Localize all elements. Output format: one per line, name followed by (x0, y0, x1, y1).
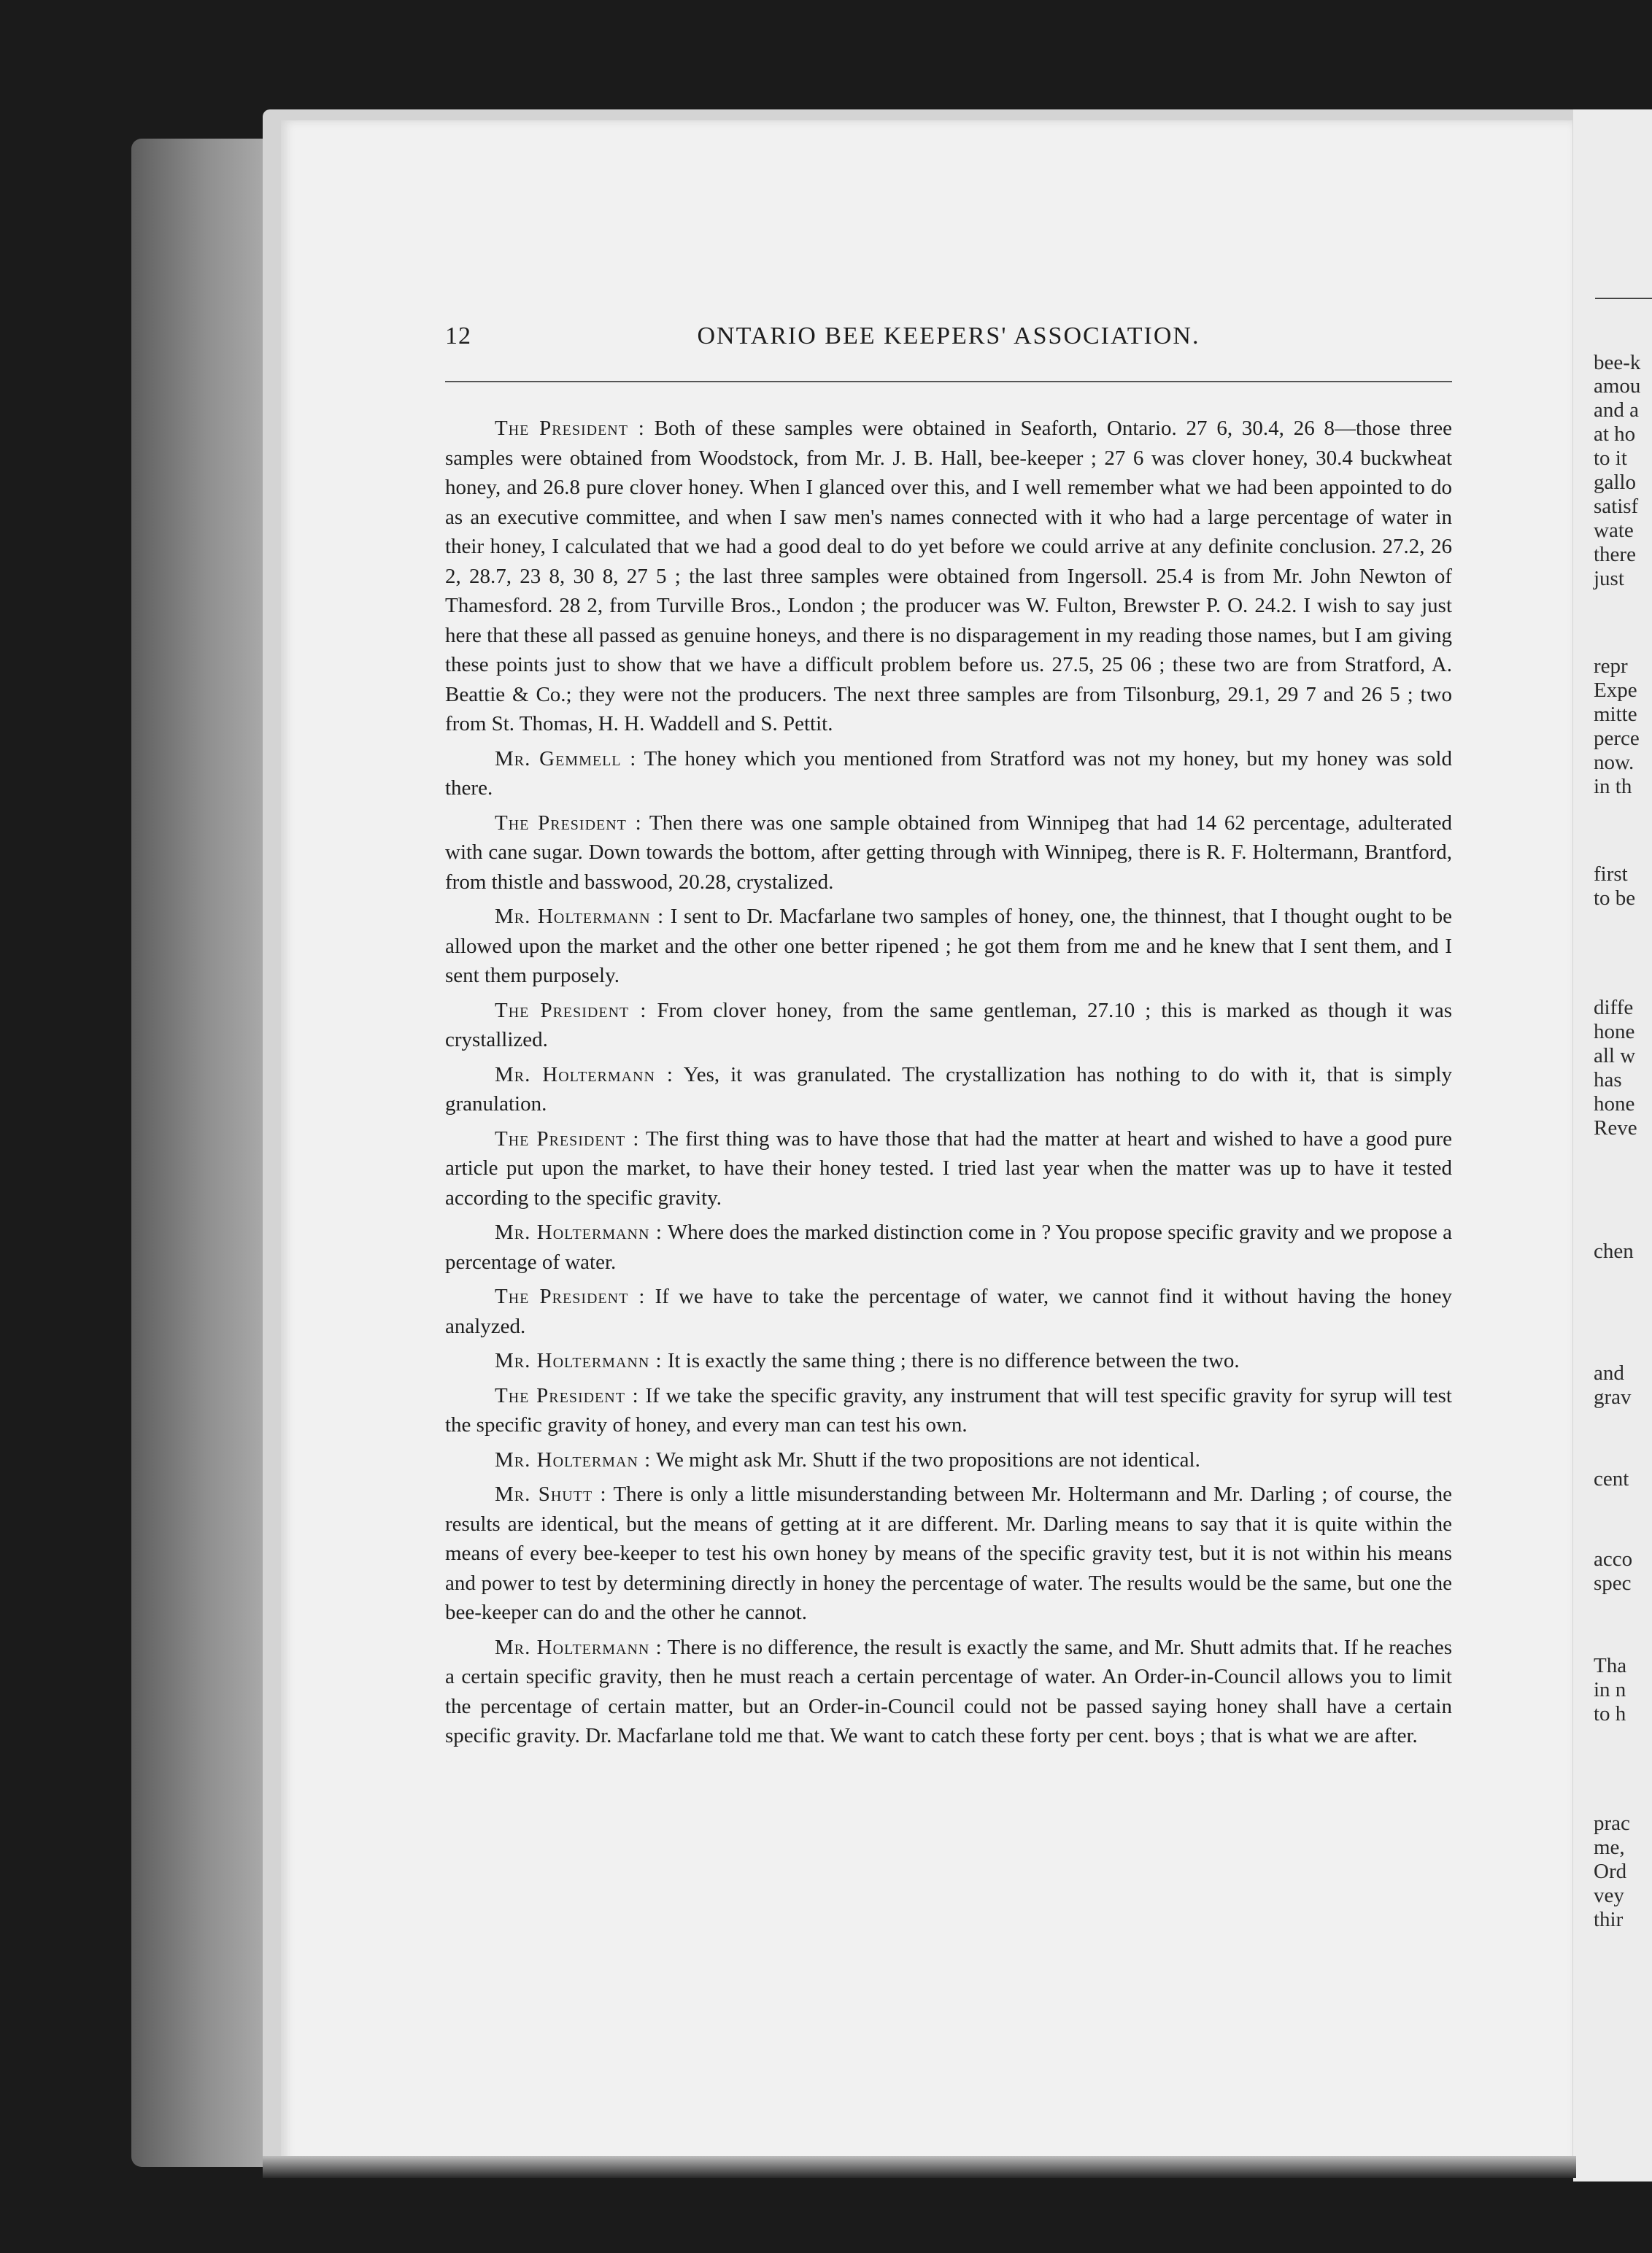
paragraph (445, 1381, 1452, 1440)
facing-page-word-fragment: in th (1594, 775, 1632, 798)
facing-page-word-fragment: vey (1594, 1884, 1624, 1907)
paragraph (445, 414, 1452, 739)
facing-page-word-fragment: there (1594, 543, 1636, 566)
facing-page-word-fragment: hone (1594, 1020, 1635, 1043)
facing-page-word-fragment: Tha (1594, 1654, 1627, 1677)
paragraph (445, 1346, 1452, 1376)
paragraph (445, 1445, 1452, 1475)
facing-page-fragment (1573, 109, 1652, 2181)
paragraph-text: The first thing was to have those that had the matter at heart and wished to have a good pure article put upon the market, to have their honey tested. I tried last year when the matter was up to have it tested according to the specific gravity. (445, 1126, 1452, 1210)
facing-page-word-fragment: grav (1594, 1386, 1632, 1409)
paragraph-text: It is exactly the same thing ; there is no difference between the two. (667, 1349, 1240, 1372)
facing-page-word-fragment: in n (1594, 1678, 1626, 1701)
speaker-name: Mr. Holtermann : (495, 1221, 663, 1244)
paragraph-text: If we have to take the percentage of water, we cannot find it without having the honey analyzed. (445, 1285, 1452, 1338)
speaker-name: Mr. Holtermann : (495, 1635, 663, 1659)
facing-page-word-fragment: just (1594, 567, 1624, 590)
speaker-name: Mr. Holtermann : (495, 1062, 673, 1086)
speaker-name: Mr. Gemmell : (495, 746, 637, 770)
paragraph-text: If we take the specific gravity, any instrument that will test specific gravity for syrup will test the specific gravity of honey, and every man can test his own. (445, 1383, 1452, 1437)
facing-page-word-fragment: Ord (1594, 1860, 1627, 1883)
paragraph-text: I sent to Dr. Macfarlane two samples of honey, one, the thinnest, that I thought ought to be allowed upon the market and the other one better ripened ; he got them from me and he knew that I sent them, and I sent them purposely. (445, 905, 1453, 987)
paragraph-text: Both of these samples were obtained in Seaforth, Ontario. 27 6, 30.4, 26 8—those three samples were obtained from Woodstock, from Mr. J. B. Hall, bee-keeper ; 27 6 was clover honey, 30.4 buckwheat honey, and 26.8 pure clover honey. When I glanced over this, and I well remember what we had been appointed to do as an executive committee, and when I saw men's names connected with it who had a large percentage of water in their honey, I calculated that we had a good deal to do yet before we could arrive at any definite conclusion. 27.2, 26 2, 28.7, 23 8, 30 8, 27 5 ; the last three samples were obtained from Ingersoll. 25.4 is from Mr. John Newton of Thamesford. 28 2, from Turville Bros., London ; the producer was W. Fulton, Brewster P. O. 24.2. I wish to say just here that these all passed as genuine honeys, and there is no disparagement in my reading those names, but I am giving these points just to show that we have a difficult problem before us. 27.5, 25 06 ; these two are from Stratford, A. Beattie & Co.; they were not the producers. The next three samples are from Tilsonburg, 29.1, 29 7 and 26 5 ; two from St. Thomas, H. H. Waddell and S. Pettit. (445, 417, 1452, 735)
running-title: ONTARIO BEE KEEPERS' ASSOCIATION. (697, 322, 1200, 349)
paragraph (445, 1060, 1452, 1119)
paragraph (445, 808, 1452, 897)
facing-page-word-fragment: at ho (1594, 422, 1636, 446)
facing-page-word-fragment: gallo (1594, 471, 1636, 494)
paragraph-text: There is only a little misunderstanding between Mr. Holtermann and Mr. Darling ; of course, the results are identical, but the means of getting at it are different. Mr. Darling means to say that it is quite within the means of every bee-keeper to test his own honey by means of the specific gravity test, but it is not within his means and power to test by determining directly in honey the percentage of water. The results would be the same, but one the bee-keeper can do and the other he cannot. (445, 1483, 1452, 1624)
facing-page-word-fragment: chen (1594, 1240, 1634, 1263)
page-header (445, 322, 1452, 359)
facing-page-word-fragment: Expe (1594, 679, 1637, 702)
paragraph (445, 744, 1452, 803)
facing-page-word-fragment: to be (1594, 886, 1636, 910)
facing-page-word-fragment: diffe (1594, 996, 1634, 1019)
facing-page-word-fragment: and a (1594, 398, 1639, 422)
facing-page-word-fragment: mitte (1594, 703, 1637, 726)
facing-page-word-fragment: thir (1594, 1908, 1624, 1931)
paragraph-text: From clover honey, from the same gentleman, 27.10 ; this is marked as though it was crystallized. (445, 998, 1452, 1051)
paragraph-text: There is no difference, the result is exactly the same, and Mr. Shutt admits that. If he reaches a certain specific gravity, then he must reach a certain percentage of water. An Order-in-Council allows you to limit the percentage of certain matter, but an Order-in-Council could not be passed saying honey shall have a certain specific gravity. Dr. Macfarlane told me that. We want to catch these forty per cent. boys ; that is what we are after. (445, 1635, 1452, 1747)
facing-page-word-fragment: cent (1594, 1467, 1629, 1491)
paragraph-text: Then there was one sample obtained from Winnipeg that had 14 62 percentage, adulterated with cane sugar. Down towards the bottom, after getting through with Winnipeg, there is R. F. Holtermann, Brantford, from thistle and basswood, 20.28, crystalized. (445, 811, 1452, 894)
paragraph (445, 1480, 1452, 1628)
facing-page-word-fragment: to h (1594, 1702, 1626, 1726)
facing-page-word-fragment: first (1594, 862, 1628, 886)
speaker-name: The President : (495, 998, 647, 1022)
facing-page-rule (1595, 298, 1652, 299)
facing-page-word-fragment: bee-k (1594, 351, 1641, 374)
speaker-name: The President : (495, 1383, 639, 1407)
speaker-name: Mr. Shutt : (495, 1483, 607, 1506)
speaker-name: The President : (495, 1126, 640, 1151)
facing-page-word-fragment: acco (1594, 1547, 1633, 1571)
facing-page-word-fragment: Reve (1594, 1116, 1637, 1140)
paragraph-text: We might ask Mr. Shutt if the two propositions are not identical. (655, 1448, 1200, 1472)
facing-page-word-fragment: now. (1594, 751, 1634, 774)
speaker-name: Mr. Holterman : (495, 1448, 652, 1472)
facing-page-word-fragment: satisf (1594, 495, 1639, 518)
facing-page-word-fragment: prac (1594, 1812, 1630, 1835)
paragraph (445, 1218, 1452, 1277)
speaker-name: The President : (495, 811, 642, 835)
speaker-name: Mr. Holtermann : (495, 905, 665, 928)
speaker-name: Mr. Holtermann : (495, 1349, 663, 1372)
facing-page-word-fragment: me, (1594, 1836, 1625, 1859)
facing-page-word-fragment: wate (1594, 519, 1634, 542)
speaker-name: The President : (495, 1285, 646, 1308)
header-rule (445, 381, 1452, 382)
page-bottom-shadow (263, 2156, 1576, 2178)
facing-page-word-fragment: hone (1594, 1092, 1635, 1116)
paragraph (445, 902, 1452, 991)
paragraph (445, 1633, 1452, 1751)
paragraph-text: The honey which you mentioned from Stratford was not my honey, but my honey was sold there. (445, 746, 1452, 800)
facing-page-word-fragment: repr (1594, 654, 1628, 678)
paragraph (445, 1124, 1452, 1213)
facing-page-word-fragment: perce (1594, 727, 1640, 750)
page-number: 12 (445, 322, 471, 349)
paragraph (445, 1282, 1452, 1341)
facing-page-word-fragment: amou (1594, 374, 1641, 398)
facing-page-word-fragment: to it (1594, 447, 1627, 470)
facing-page-word-fragment: spec (1594, 1572, 1632, 1595)
speaker-name: The President : (495, 417, 645, 440)
paragraph (445, 996, 1452, 1055)
facing-page-word-fragment: all w (1594, 1044, 1636, 1067)
facing-page-word-fragment: and (1594, 1361, 1624, 1385)
page-body (445, 414, 1452, 1756)
paragraph-text: Where does the marked distinction come in ? You propose specific gravity and we propose a percentage of water. (445, 1221, 1453, 1274)
paragraph-text: Yes, it was granulated. The crystallization has nothing to do with it, that is simply granulation. (445, 1062, 1452, 1116)
facing-page-word-fragment: has (1594, 1068, 1622, 1091)
